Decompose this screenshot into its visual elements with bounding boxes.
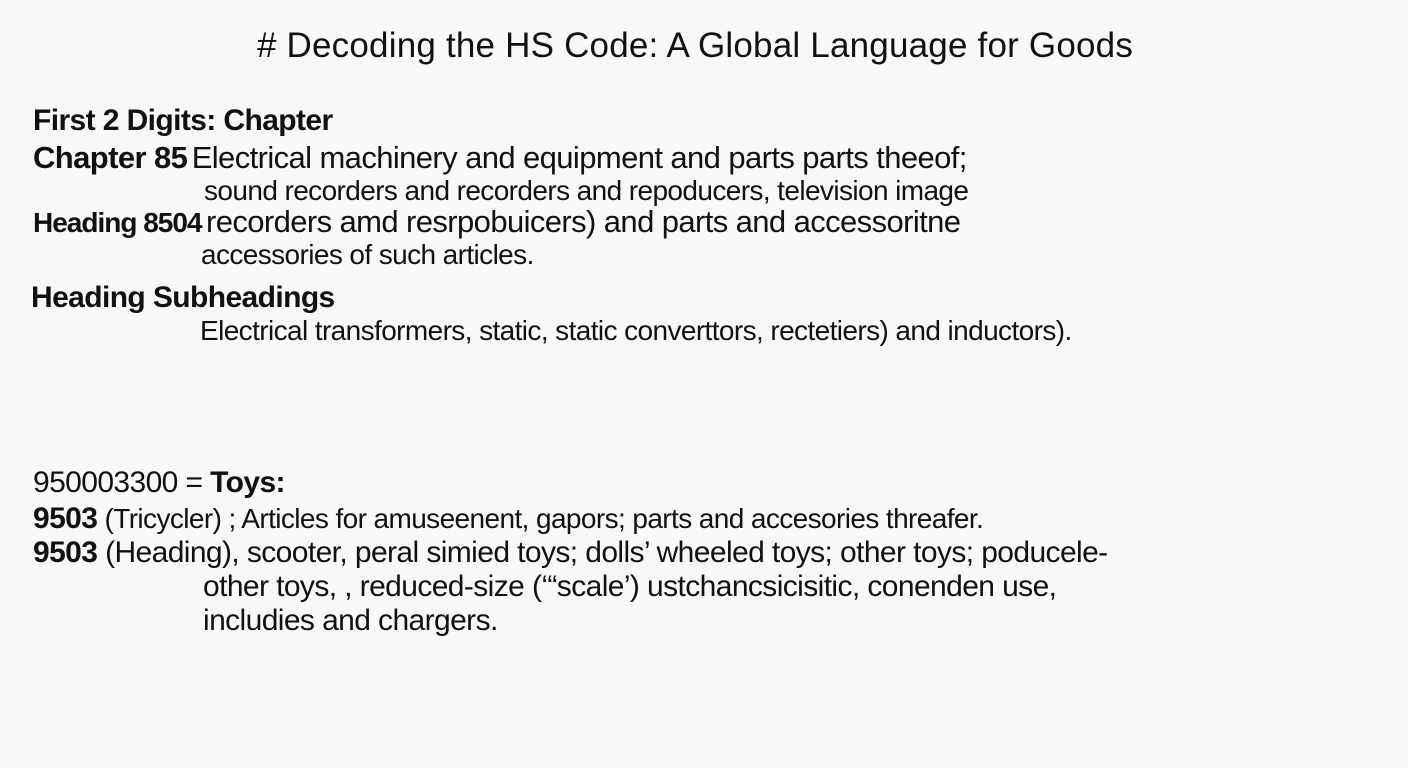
toys-label: Toys: [210, 466, 285, 499]
toys-line-1 [33, 504, 983, 534]
toys-line-2-text: (Heading), scooter, peral simied toys; dolls’ wheeled toys; other toys; poducele- [97, 536, 1108, 569]
toys-line-3: other toys, , reduced-size (‘“scale’) ustchancsicisitic, conenden use, [203, 570, 1057, 603]
heading-row [33, 206, 960, 237]
chapter-row [33, 142, 967, 173]
toys-code-row [33, 468, 285, 498]
toys-code: 950003300 = [33, 466, 211, 499]
subheadings-section-heading: Heading Subheadings [31, 281, 335, 314]
chapter-section-heading: First 2 Digits: Chapter [33, 104, 333, 137]
toys-line-2 [33, 538, 1108, 568]
chapter-label: Chapter 85 [33, 140, 188, 175]
heading-description: recorders amd resrpobuicers) and parts and accessoritne [205, 204, 961, 239]
toys-line-4: includies and chargers. [203, 604, 498, 637]
subheadings-description: Electrical transformers, static, static converttors, rectetiers) and inductors). [200, 315, 1072, 346]
chapter-description-continued: sound recorders and recorders and repoducers, television image [204, 175, 969, 206]
heading-description-continued: accessories of such articles. [201, 239, 534, 270]
heading-label: Heading 8504 [33, 207, 202, 238]
page-title: # Decoding the HS Code: A Global Language for Goods [256, 26, 1134, 65]
toys-line-1-code: 9503 [33, 502, 98, 535]
toys-line-1-text: (Tricycler) ; Articles for amuseenent, gapors; parts and accesories threafer. [97, 503, 984, 534]
toys-line-2-code: 9503 [33, 536, 98, 569]
chapter-description: Electrical machinery and equipment and parts parts theeof; [191, 140, 967, 175]
